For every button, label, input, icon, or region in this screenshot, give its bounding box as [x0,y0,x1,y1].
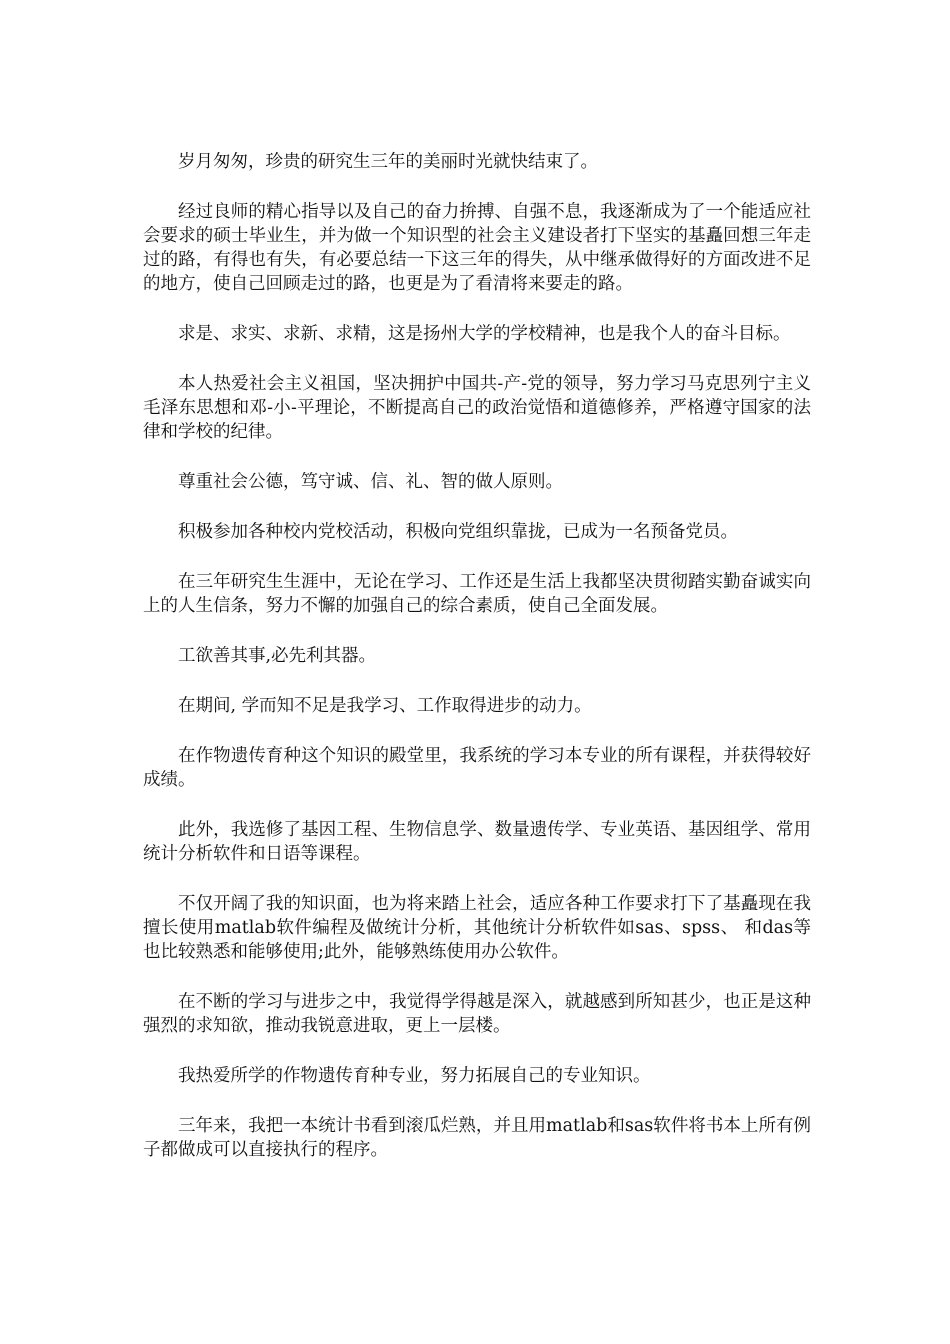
paragraph-4: 本人热爱社会主义祖国，坚决拥护中国共-产-党的领导，努力学习马克思列宁主义毛泽东思想和邓-小-平理论，不断提高自己的政治觉悟和道德修养，严格遵守国家的法律和学校的纪律。 [143,374,811,442]
paragraph-3: 求是、求实、求新、求精，这是扬州大学的学校精神，也是我个人的奋斗目标。 [178,324,791,344]
paragraph-9: 在期间, 学而知不足是我学习、工作取得进步的动力。 [178,696,592,716]
paragraph-8: 工欲善其事,必先利其器。 [178,646,377,666]
paragraph-5: 尊重社会公德，笃守诚、信、礼、智的做人原则。 [178,472,563,492]
paragraph-6: 积极参加各种校内党校活动，积极向党组织靠拢，已成为一名预备党员。 [178,522,738,542]
paragraph-1: 岁月匆匆，珍贵的研究生三年的美丽时光就快结束了。 [178,152,598,172]
paragraph-7: 在三年研究生生涯中，无论在学习、工作还是生活上我都坚决贯彻踏实勤奋诚实向上的人生信条，努力不懈的加强自己的综合素质，使自己全面发展。 [143,572,811,616]
paragraph-11: 此外，我选修了基因工程、生物信息学、数量遗传学、专业英语、基因组学、常用统计分析软件和日语等课程。 [143,820,811,864]
document-body [143,150,811,1188]
paragraph-13: 在不断的学习与进步之中，我觉得学得越是深入，就越感到所知甚少，也正是这种强烈的求知欲，推动我锐意进取，更上一层楼。 [143,992,811,1036]
paragraph-10: 在作物遗传育种这个知识的殿堂里，我系统的学习本专业的所有课程，并获得较好成绩。 [143,746,811,790]
paragraph-15: 三年来，我把一本统计书看到滚瓜烂熟，并且用matlab和sas软件将书本上所有例子都做成可以直接执行的程序。 [143,1116,811,1160]
paragraph-2: 经过良师的精心指导以及自己的奋力拚搏、自强不息，我逐渐成为了一个能适应社会要求的硕士毕业生，并为做一个知识型的社会主义建设者打下坚实的基矗回想三年走过的路，有得也有失，有必要总结一下这三年的得失，从中继承做得好的方面改进不足的地方，使自己回顾走过的路，也更是为了看清将来要走的路。 [143,202,811,294]
paragraph-12: 不仅开阔了我的知识面，也为将来踏上社会，适应各种工作要求打下了基矗现在我擅长使用matlab软件编程及做统计分析，其他统计分析软件如sas、spss、 和das等也比较熟悉和能够使用;此外，能够熟练使用办公软件。 [143,894,811,962]
paragraph-14: 我热爱所学的作物遗传育种专业，努力拓展自己的专业知识。 [178,1066,651,1086]
